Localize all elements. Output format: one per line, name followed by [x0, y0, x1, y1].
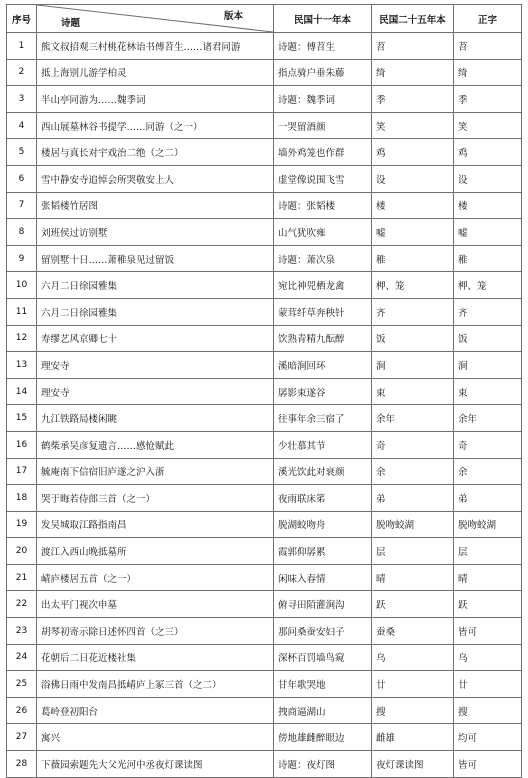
correct-text: 均可 — [454, 724, 522, 751]
edition-1922-text: 拽商逼湖山 — [274, 697, 372, 724]
poem-title: 鹤柴承吴彦复遗言……感怆赋此 — [37, 431, 274, 458]
collation-table-container — [6, 4, 521, 778]
edition-1936-text: 余 — [372, 458, 454, 485]
row-no: 22 — [7, 591, 37, 618]
edition-1936-text: 季 — [372, 86, 454, 113]
edition-1936-text: 稚 — [372, 245, 454, 272]
edition-1922-text: 墙外鸡笼也作群 — [274, 139, 372, 166]
edition-1922-text: 溪暗涧回环 — [274, 352, 372, 379]
table-row — [7, 165, 522, 192]
edition-1922-text: 一哭留酒颜 — [274, 112, 372, 139]
row-no: 23 — [7, 618, 37, 645]
edition-1936-text: 余年 — [372, 405, 454, 432]
table-row — [7, 219, 522, 246]
poem-title: 葛岭登初阳台 — [37, 697, 274, 724]
poem-title: 崝庐楼居五首（之一） — [37, 564, 274, 591]
poem-title: 发吴城取江路指南昌 — [37, 511, 274, 538]
table-row — [7, 192, 522, 219]
edition-1922-text: 宛比神兕栖龙禽 — [274, 272, 372, 299]
edition-1922-text: 那问桑蚕安妇子 — [274, 618, 372, 645]
table-row — [7, 458, 522, 485]
row-no: 28 — [7, 751, 37, 778]
poem-title: 浴佛日雨中发南昌抵崝庐上冢三首（之二） — [37, 671, 274, 698]
row-no: 25 — [7, 671, 37, 698]
poem-title: 花朝后二日花近楼社集 — [37, 644, 274, 671]
poem-title: 理安寺 — [37, 378, 274, 405]
table-row — [7, 564, 522, 591]
table-row — [7, 618, 522, 645]
edition-1936-text: 设 — [372, 165, 454, 192]
row-no: 20 — [7, 538, 37, 565]
table-row — [7, 644, 522, 671]
edition-1922-text: 虚堂像说围飞雪 — [274, 165, 372, 192]
row-no: 11 — [7, 298, 37, 325]
table-row — [7, 59, 522, 86]
edition-1922-text: 饮熟青精九酝醇 — [274, 325, 372, 352]
edition-1936-text: 束 — [372, 378, 454, 405]
edition-1922-text: 霞郭仰孱累 — [274, 538, 372, 565]
table-row — [7, 591, 522, 618]
correct-text: 余 — [454, 458, 522, 485]
correct-text: 设 — [454, 165, 522, 192]
poem-title: 楼居与真长对宇戏治二绝（之二） — [37, 139, 274, 166]
correct-text: 楼 — [454, 192, 522, 219]
table-row — [7, 112, 522, 139]
correct-text: 苕 — [454, 33, 522, 60]
row-no: 24 — [7, 644, 37, 671]
correct-text: 笑 — [454, 112, 522, 139]
edition-1922-text: 指点骑户垂朱藤 — [274, 59, 372, 86]
edition-1922-text: 夜雨联床笫 — [274, 485, 372, 512]
correct-text: 跃 — [454, 591, 522, 618]
poem-title: 留别墅十日……萧稚泉见过留饭 — [37, 245, 274, 272]
correct-text: 束 — [454, 378, 522, 405]
edition-1936-text: 涧 — [372, 352, 454, 379]
edition-1922-text: 甘年歌哭地 — [274, 671, 372, 698]
table-row — [7, 751, 522, 778]
table-row — [7, 511, 522, 538]
correct-text: 余年 — [454, 405, 522, 432]
edition-1936-text: 弟 — [372, 485, 454, 512]
table-row — [7, 352, 522, 379]
poem-title: 雪中静安寺追悼会所哭敬安上人 — [37, 165, 274, 192]
correct-text: 齐 — [454, 298, 522, 325]
row-no: 19 — [7, 511, 37, 538]
row-no: 21 — [7, 564, 37, 591]
table-row — [7, 538, 522, 565]
row-no: 10 — [7, 272, 37, 299]
poem-title: 寿缪艺风京卿七十 — [37, 325, 274, 352]
header-correct: 正字 — [454, 5, 522, 33]
correct-text: 柙、笼 — [454, 272, 522, 299]
row-no: 13 — [7, 352, 37, 379]
correct-text: 稚 — [454, 245, 522, 272]
correct-text: 嘘 — [454, 219, 522, 246]
edition-1922-text: 深杯百罚墙鸟窥 — [274, 644, 372, 671]
edition-1936-text: 奇 — [372, 431, 454, 458]
row-no: 3 — [7, 86, 37, 113]
table-row — [7, 86, 522, 113]
correct-text: 季 — [454, 86, 522, 113]
table-row — [7, 671, 522, 698]
edition-1922-text: 诗题：萧次泉 — [274, 245, 372, 272]
edition-1936-text: 笑 — [372, 112, 454, 139]
correct-text: 脱吻蛟湖 — [454, 511, 522, 538]
row-no: 18 — [7, 485, 37, 512]
edition-1936-text: 乌 — [372, 644, 454, 671]
row-no: 2 — [7, 59, 37, 86]
header-edition-1936: 民国二十五年本 — [372, 5, 454, 33]
table-row — [7, 431, 522, 458]
header-diagonal-cell — [37, 5, 274, 33]
table-row — [7, 724, 522, 751]
correct-text: 皆可 — [454, 751, 522, 778]
correct-text: 绮 — [454, 59, 522, 86]
correct-text: 晴 — [454, 564, 522, 591]
edition-1922-text: 少壮慕其节 — [274, 431, 372, 458]
poem-title: 六月二日徐园雅集 — [37, 272, 274, 299]
edition-1936-text: 绮 — [372, 59, 454, 86]
poem-title: 胡琴初寄示除日述怀四首（之三） — [37, 618, 274, 645]
row-no: 8 — [7, 219, 37, 246]
edition-1922-text: 闲味入春情 — [274, 564, 372, 591]
poem-title: 出太平门视次申墓 — [37, 591, 274, 618]
row-no: 12 — [7, 325, 37, 352]
edition-1936-text: 楼 — [372, 192, 454, 219]
correct-text: 弟 — [454, 485, 522, 512]
correct-text: 搜 — [454, 697, 522, 724]
edition-1922-text: 往事年余三宿了 — [274, 405, 372, 432]
edition-1922-text: 诗题：魏季词 — [274, 86, 372, 113]
row-no: 16 — [7, 431, 37, 458]
edition-1936-text: 廿 — [372, 671, 454, 698]
poem-title: 毓庵南下信宿旧庐遂之沪入浙 — [37, 458, 274, 485]
edition-1922-text: 溪光饮此对衰颜 — [274, 458, 372, 485]
edition-1936-text: 夜灯课读图 — [372, 751, 454, 778]
table-body — [7, 33, 522, 778]
table-row — [7, 325, 522, 352]
poem-title: 刘班侯过访别墅 — [37, 219, 274, 246]
poem-title: 哭于晦若侍郎三首（之一） — [37, 485, 274, 512]
row-no: 9 — [7, 245, 37, 272]
table-row — [7, 245, 522, 272]
row-no: 1 — [7, 33, 37, 60]
table-row — [7, 485, 522, 512]
header-edition-1922: 民国十一年本 — [274, 5, 372, 33]
edition-1922-text: 傍地雄雌醉眼边 — [274, 724, 372, 751]
correct-text: 廿 — [454, 671, 522, 698]
table-row — [7, 33, 522, 60]
row-no: 5 — [7, 139, 37, 166]
table-row — [7, 139, 522, 166]
table-row — [7, 405, 522, 432]
row-no: 17 — [7, 458, 37, 485]
correct-text: 奇 — [454, 431, 522, 458]
edition-1922-text: 脱湖蛟吻舟 — [274, 511, 372, 538]
correct-text: 饭 — [454, 325, 522, 352]
poem-title: 理安寺 — [37, 352, 274, 379]
poem-title: 半山亭同游为……魏季词 — [37, 86, 274, 113]
row-no: 7 — [7, 192, 37, 219]
edition-1936-text: 苕 — [372, 33, 454, 60]
header-no: 序号 — [7, 5, 37, 33]
row-no: 14 — [7, 378, 37, 405]
poem-title: 西山展墓林谷书提学……同游（之一） — [37, 112, 274, 139]
edition-1936-text: 柙、笼 — [372, 272, 454, 299]
edition-1936-text: 嘘 — [372, 219, 454, 246]
header-poem: 诗题 — [61, 18, 81, 29]
edition-1922-text: 孱影束遂谷 — [274, 378, 372, 405]
edition-1936-text: 跃 — [372, 591, 454, 618]
correct-text: 鸡 — [454, 139, 522, 166]
table-row — [7, 378, 522, 405]
edition-1922-text: 山气犹吹雍 — [274, 219, 372, 246]
edition-1922-text: 诗题：张韬楼 — [274, 192, 372, 219]
edition-1922-text: 诗题：夜灯图 — [274, 751, 372, 778]
edition-1936-text: 层 — [372, 538, 454, 565]
edition-1922-text: 俯寻田陌灌涧沟 — [274, 591, 372, 618]
row-no: 6 — [7, 165, 37, 192]
collation-table — [6, 4, 522, 778]
row-no: 4 — [7, 112, 37, 139]
edition-1936-text: 晴 — [372, 564, 454, 591]
poem-title: 熊文叔招观三村桃花林诒书傅苕生……诸君同游 — [37, 33, 274, 60]
edition-1922-text: 蒙茸纤草奔秧针 — [274, 298, 372, 325]
poem-title: 下薇园索题先大父光河中丞夜灯课读图 — [37, 751, 274, 778]
edition-1936-text: 鸡 — [372, 139, 454, 166]
poem-title: 六月二日徐园雅集 — [37, 298, 274, 325]
edition-1936-text: 脱吻蛟湖 — [372, 511, 454, 538]
correct-text: 乌 — [454, 644, 522, 671]
table-row — [7, 697, 522, 724]
edition-1936-text: 蚕桑 — [372, 618, 454, 645]
poem-title: 抵上海别儿游学柏灵 — [37, 59, 274, 86]
poem-title: 九江铁路局楼闲眺 — [37, 405, 274, 432]
correct-text: 层 — [454, 538, 522, 565]
row-no: 27 — [7, 724, 37, 751]
table-row — [7, 298, 522, 325]
correct-text: 皆可 — [454, 618, 522, 645]
table-row — [7, 272, 522, 299]
header-edition: 版本 — [223, 11, 243, 22]
edition-1936-text: 饭 — [372, 325, 454, 352]
correct-text: 涧 — [454, 352, 522, 379]
edition-1922-text: 诗题：傅苕生 — [274, 33, 372, 60]
edition-1936-text: 搜 — [372, 697, 454, 724]
row-no: 26 — [7, 697, 37, 724]
poem-title: 寓兴 — [37, 724, 274, 751]
header-row — [7, 5, 522, 33]
row-no: 15 — [7, 405, 37, 432]
edition-1936-text: 齐 — [372, 298, 454, 325]
edition-1936-text: 雌雄 — [372, 724, 454, 751]
poem-title: 张韬楼竹居图 — [37, 192, 274, 219]
poem-title: 渡江入西山晚抵墓所 — [37, 538, 274, 565]
